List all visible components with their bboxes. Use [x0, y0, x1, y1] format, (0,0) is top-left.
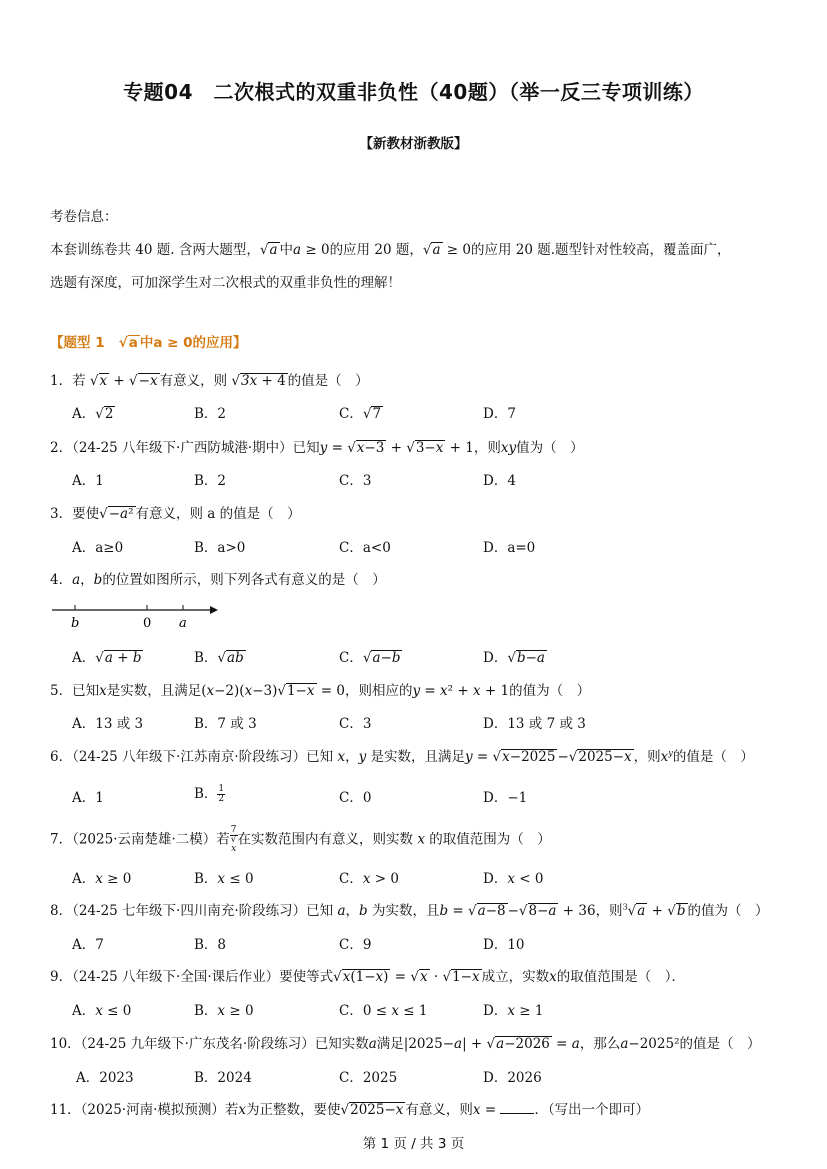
q7-option-c[interactable]: C．x > 0: [339, 871, 399, 887]
numberline-a-label: a: [179, 616, 187, 631]
q4-option-a[interactable]: A．√a + b: [72, 650, 142, 666]
q5-option-c[interactable]: C．3: [339, 716, 372, 732]
page-title: 专题04 二次根式的双重非负性（40题）（举一反三专项训练）: [123, 80, 704, 104]
q3-option-d[interactable]: D．a=0: [483, 540, 536, 556]
q9-option-a[interactable]: A．x ≤ 0: [72, 1003, 132, 1019]
q9-option-c[interactable]: C．0 ≤ x ≤ 1: [339, 1003, 428, 1019]
question-2: 2．（24-25 八年级下·广西防城港·期中）已知y = √x−3 + √3−x + 1，则xy值为（ ）: [50, 440, 584, 456]
q10-option-b[interactable]: B．2024: [194, 1070, 252, 1086]
question-5: 5．已知x是实数，且满足(x−2)(x−3)√1−x = 0，则相应的y = x² + x + 1的值为（ ）: [50, 683, 591, 699]
q10-option-c[interactable]: C．2025: [339, 1070, 398, 1086]
q4-option-c[interactable]: C．√a−b: [339, 650, 401, 666]
q1-option-a[interactable]: A．√2: [72, 406, 114, 422]
edition-label: 【新教材浙教版】: [359, 136, 468, 152]
q2-option-a[interactable]: A．1: [72, 473, 104, 489]
question-6: 6．（24-25 八年级下·江苏南京·阶段练习）已知 x，y 是实数，且满足y = √x−2025 −√2025−x ，则$x^y$的值是（ ）: [50, 748, 754, 765]
answer-blank[interactable]: [500, 1101, 534, 1114]
number-line: [50, 600, 220, 632]
q5-option-d[interactable]: D．13 或 7 或 3: [483, 716, 586, 732]
q9-option-d[interactable]: D．x ≥ 1: [483, 1003, 544, 1019]
intro-label: 考卷信息：: [50, 209, 118, 225]
numberline-b-label: b: [71, 616, 80, 631]
question-10: 10．（24-25 九年级下·广东茂名·阶段练习）已知实数a满足|2025−a| + √a−2026 = a，那么a−2025²的值是（ ）: [50, 1036, 761, 1052]
q2-option-b[interactable]: B．2: [194, 473, 227, 489]
intro-line-2: 选题有深度，可加深学生对二次根式的双重非负性的理解！: [50, 275, 401, 291]
q1-option-d[interactable]: D．7: [483, 406, 516, 422]
q4-option-d[interactable]: D．√b−a: [483, 650, 545, 666]
q3-option-b[interactable]: B．a>0: [194, 540, 246, 556]
q8-option-a[interactable]: A．7: [72, 937, 104, 953]
q8-option-b[interactable]: B．8: [194, 937, 227, 953]
q9-option-b[interactable]: B．x ≥ 0: [194, 1003, 254, 1019]
page-footer: 第 1 页 / 共 3 页: [362, 1136, 465, 1152]
intro-line-1: 本套训练卷共 40 题. 含两大题型，√a 中a ≥ 0的应用 20 题，√a ≥ 0的应用 20 题.题型针对性较高，覆盖面广，: [50, 242, 731, 258]
q7-option-b[interactable]: B．x ≤ 0: [194, 871, 254, 887]
q6-option-d[interactable]: D．−1: [483, 790, 528, 806]
q7-option-a[interactable]: A．x ≥ 0: [72, 871, 132, 887]
q1-option-b[interactable]: B．2: [194, 406, 227, 422]
q7-option-d[interactable]: D．x < 0: [483, 871, 544, 887]
q10-option-d[interactable]: D．2026: [483, 1070, 542, 1086]
question-4: 4．a，b的位置如图所示，则下列各式有意义的是（ ）: [50, 572, 386, 588]
q3-option-c[interactable]: C．a<0: [339, 540, 391, 556]
q8-option-d[interactable]: D．10: [483, 937, 525, 953]
question-1: 1．若 √x + √−x 有意义，则 √3x + 4 的值是（ ）: [50, 373, 369, 389]
question-9: 9．（24-25 八年级下·全国·课后作业）要使等式√x(1−x) = √x · √1−x 成立，实数x的取值范围是（ ）．: [50, 969, 685, 985]
q6-option-c[interactable]: C．0: [339, 790, 372, 806]
q1-option-c[interactable]: C．√7: [339, 406, 382, 422]
q8-option-c[interactable]: C．9: [339, 937, 372, 953]
question-3: 3．要使√−a² 有意义，则 a 的值是（ ）: [50, 506, 301, 522]
q6-option-b[interactable]: B． $\frac{1}{2}$: [194, 784, 225, 804]
q2-option-d[interactable]: D．4: [483, 473, 516, 489]
numberline-zero-label: 0: [143, 616, 152, 631]
question-8: 8．（24-25 七年级下·四川南充·阶段练习）已知 a，b 为实数，且b = √a−8 −√8−a + 36，则$^3$√a + √b 的值为（ ）: [50, 902, 769, 919]
question-7: 7．（2025·云南楚雄·二模）若 7 √ x 在实数范围内有意义，则实数 x 的取值范围为（ ）: [50, 825, 551, 854]
q3-option-a[interactable]: A．a≥0: [72, 540, 124, 556]
q5-option-b[interactable]: B．7 或 3: [194, 716, 257, 732]
q5-option-a[interactable]: A．13 或 3: [72, 716, 144, 732]
question-11: 11．（2025·河南·模拟预测）若x为正整数，要使√2025−x 有意义，则x = ．（写出一个即可）: [50, 1102, 650, 1118]
section-heading: 【题型 1 √a 中a ≥ 0的应用】: [50, 335, 247, 351]
q10-option-a[interactable]: A．2023: [76, 1070, 134, 1086]
q4-option-b[interactable]: B．√ab: [194, 650, 244, 666]
q2-option-c[interactable]: C．3: [339, 473, 372, 489]
q6-option-a[interactable]: A．1: [72, 790, 104, 806]
